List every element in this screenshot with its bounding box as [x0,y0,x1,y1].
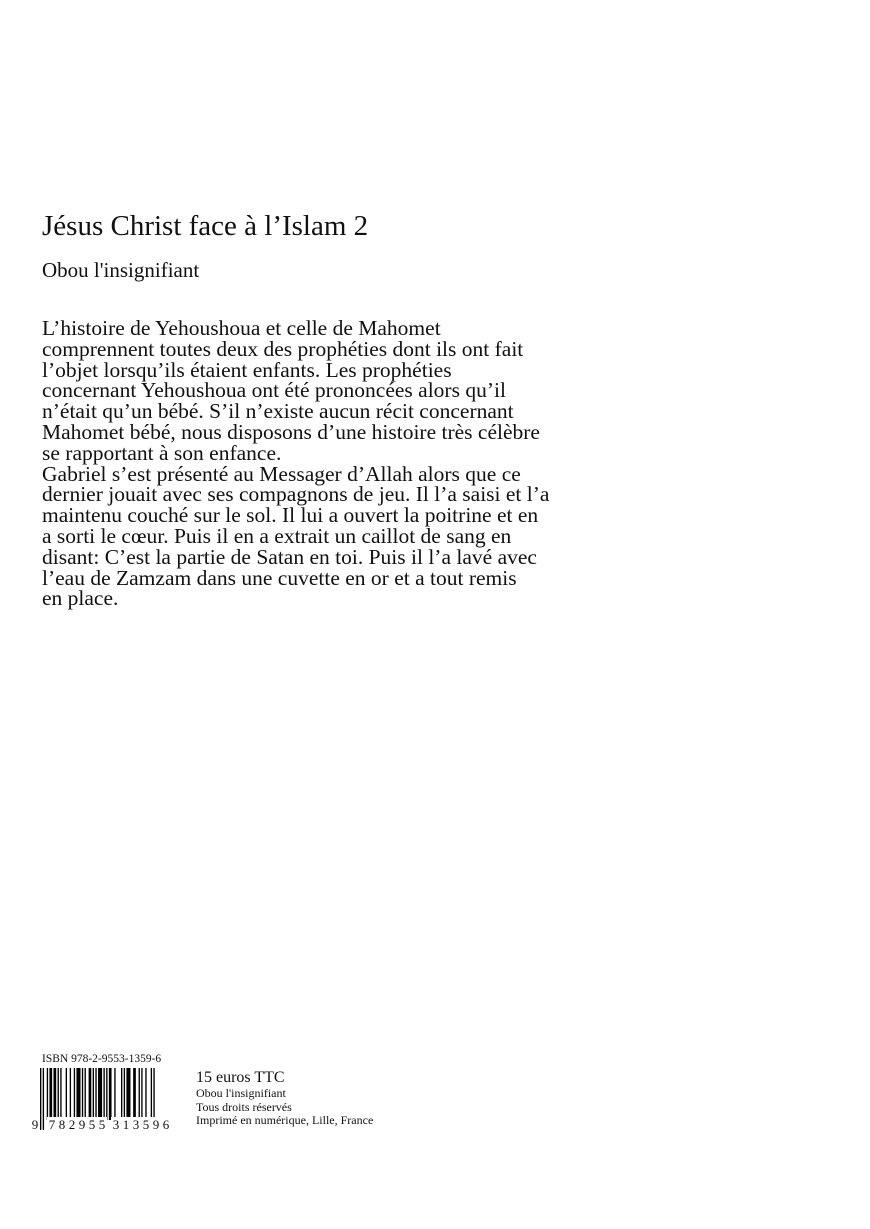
barcode-digits [30,1117,176,1133]
barcode-digit: 6 [162,1117,170,1132]
book-title: Jésus Christ face à l’Islam 2 [42,210,369,242]
back-cover-blurb [42,318,682,609]
imprint-block [196,1068,373,1128]
price-label: 15 euros TTC [196,1069,285,1086]
imprint-author: Obou l'insignifiant [196,1086,286,1100]
barcode-digit: 9 [78,1117,86,1132]
imprint-printer: Imprimé en numérique, Lille, France [196,1113,374,1127]
barcode-digit: 5 [98,1117,106,1132]
blurb-paragraph-1: L’histoire de Yehoushoua et celle de Mahomet comprennent toutes deux des prophéties dont ils ont fait l’objet lorsqu’ils étaient enfants. Les prophéties concernant Yehoushoua ont été prononcées alors qu’il n’était qu’un bébé. S’il n’existe aucun récit concernant Mahomet bébé, nous disposons d’une histoire très célèbre se rapportant à son enfance. [42,316,540,465]
barcode-digit: 2 [68,1117,76,1132]
barcode-digit: 7 [48,1117,56,1132]
barcode-lead-digit: 9 [31,1117,39,1132]
barcode-digit: 9 [152,1117,160,1132]
isbn-label: ISBN 978-2-9553-1359-6 [42,1053,162,1065]
barcode-digit: 5 [88,1117,96,1132]
barcode-digit: 8 [58,1117,66,1132]
barcode-digit: 1 [122,1117,130,1132]
imprint-rights: Tous droits réservés [196,1099,292,1114]
barcode-digit: 5 [142,1117,150,1132]
book-author: Obou l'insignifiant [42,258,200,282]
barcode-digit: 3 [132,1117,140,1132]
blurb-paragraph-2: Gabriel s’est présenté au Messager d’Allah alors que ce dernier jouait avec ses compagnons de jeu. Il l’a saisi et l’a maintenu couché sur le sol. Il lui a ouvert la poitrine et en a sorti le cœur. Puis il en a extrait un caillot de sang en disant: C’est la partie de Satan en toi. Puis il l’a lavé avec l’eau de Zamzam dans une cuvette en or et a tout remis en place. [42,461,550,611]
barcode-digit: 3 [112,1117,120,1132]
